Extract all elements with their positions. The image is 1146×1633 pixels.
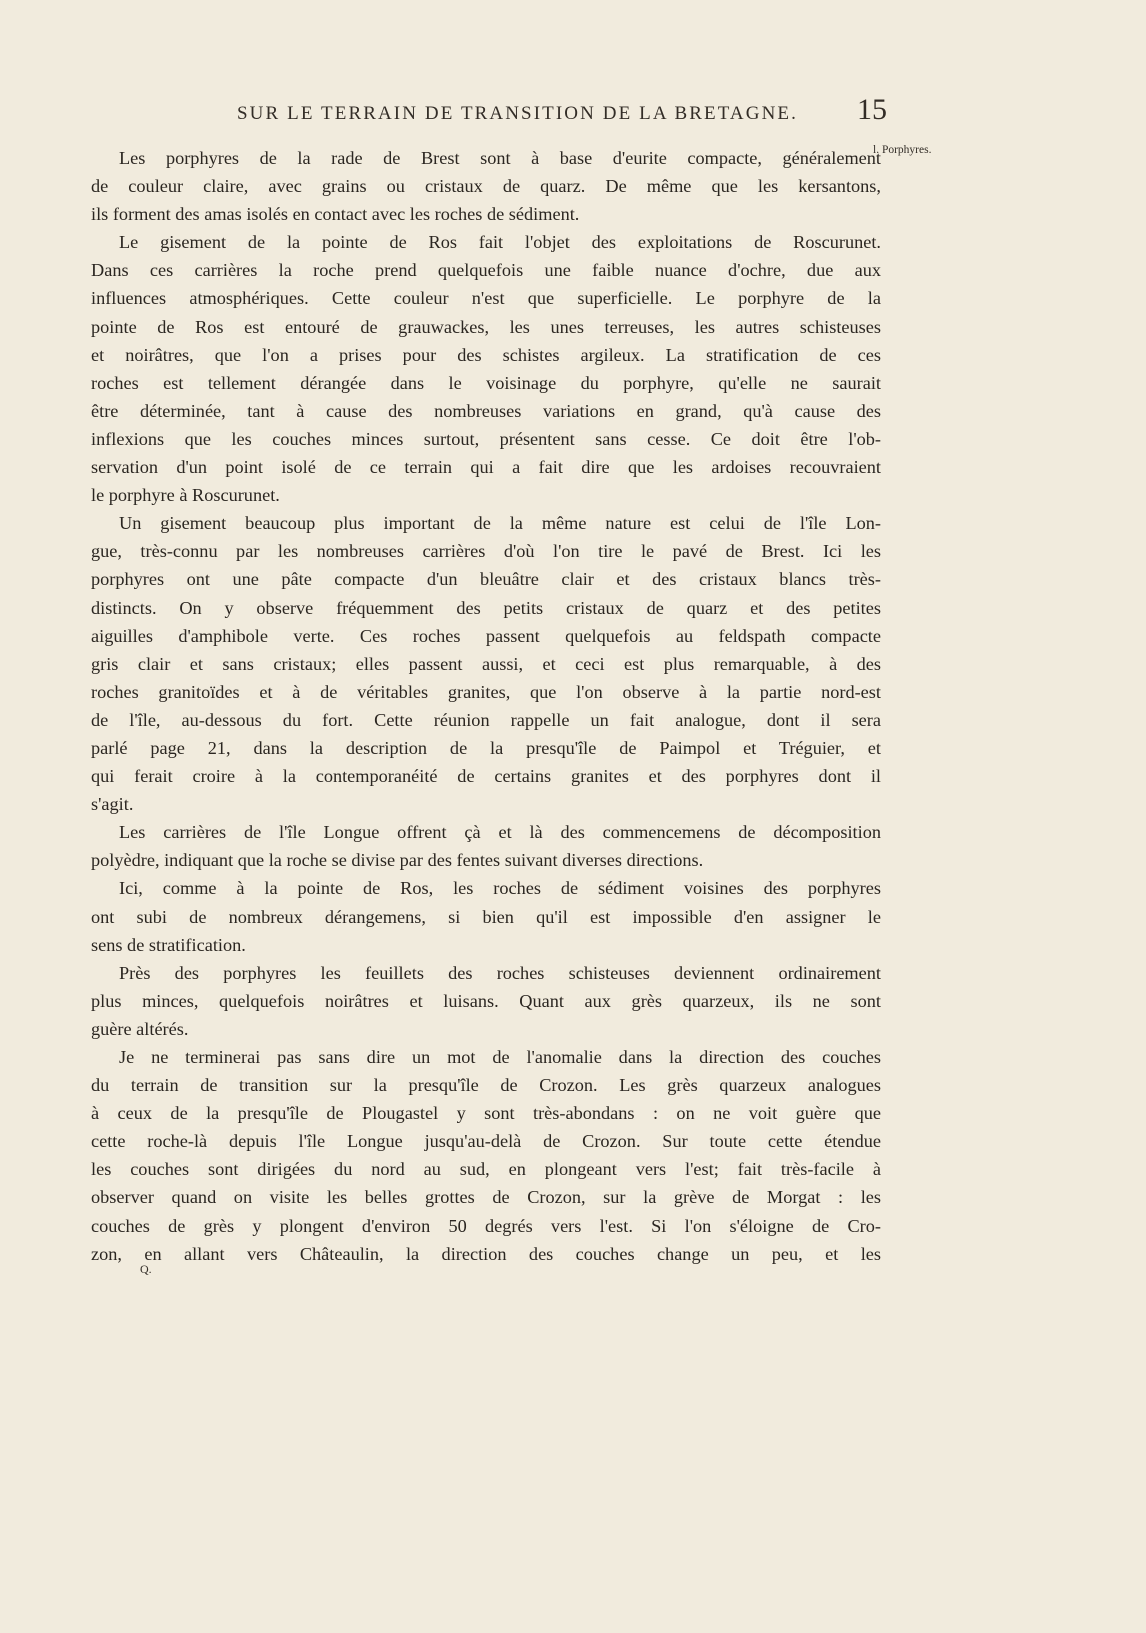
text-line: polyèdre, indiquant que la roche se divise par des fentes suivant diverses directions.: [91, 850, 704, 871]
text-line: du terrain de transition sur la presqu'île de Crozon. Les grès quarzeux analogues: [91, 1075, 881, 1096]
text-line: plus minces, quelquefois noirâtres et luisans. Quant aux grès quarzeux, ils ne sont: [91, 990, 881, 1011]
text-line: sens de stratification.: [91, 934, 246, 955]
text-line: observer quand on visite les belles grottes de Crozon, sur la grève de Morgat : les: [91, 1187, 881, 1208]
text-line: distincts. On y observe fréquemment des petits cristaux de quarz et des petites: [91, 597, 881, 618]
text-line: être déterminée, tant à cause des nombreuses variations en grand, qu'à cause des: [91, 400, 881, 421]
text-line: zon, en allant vers Châteaulin, la direction des couches change un peu, et les: [91, 1243, 881, 1264]
signature-mark: Q.: [140, 1262, 152, 1276]
text-line: Ici, comme à la pointe de Ros, les roches de sédiment voisines des porphyres: [119, 878, 881, 899]
text-line: Le gisement de la pointe de Ros fait l'objet des exploitations de Roscurunet.: [119, 232, 881, 253]
text-line: ils forment des amas isolés en contact avec les roches de sédiment.: [91, 204, 580, 225]
text-line: s'agit.: [91, 794, 134, 815]
text-line: couches de grès y plongent d'environ 50 degrés vers l'est. Si l'on s'éloigne de Cro-: [91, 1215, 881, 1236]
running-title: SUR LE TERRAIN DE TRANSITION DE LA BRETAGNE.: [237, 103, 798, 124]
text-line: Les porphyres de la rade de Brest sont à base d'eurite compacte, généralement: [119, 148, 881, 168]
text-line: cette roche-là depuis l'île Longue jusqu'au-delà de Crozon. Sur toute cette étendue: [91, 1131, 881, 1152]
text-line: Les carrières de l'île Longue offrent çà et là des commencemens de décomposition: [119, 822, 881, 843]
text-line: les couches sont dirigées du nord au sud, en plongeant vers l'est; fait très-facile à: [91, 1159, 881, 1180]
text-line: servation d'un point isolé de ce terrain qui a fait dire que les ardoises recouvraient: [91, 457, 881, 478]
text-line: aiguilles d'amphibole verte. Ces roches passent quelquefois au feldspath compacte: [91, 625, 881, 646]
text-line: Dans ces carrières la roche prend quelquefois une faible nuance d'ochre, due aux: [91, 260, 881, 281]
text-line: ont subi de nombreux dérangemens, si bien qu'il est impossible d'en assigner le: [91, 906, 881, 927]
text-line: qui ferait croire à la contemporanéité de certains granites et des porphyres dont il: [91, 766, 881, 787]
text-line: gue, très-connu par les nombreuses carrières d'où l'on tire le pavé de Brest. Ici les: [91, 541, 881, 562]
text-line: Près des porphyres les feuillets des roches schisteuses deviennent ordinairement: [119, 962, 881, 983]
text-line: guère altérés.: [91, 1018, 189, 1039]
page-number: 15: [857, 93, 887, 126]
text-line: le porphyre à Roscurunet.: [91, 485, 280, 506]
text-line: de l'île, au-dessous du fort. Cette réunion rappelle un fait analogue, dont il sera: [91, 709, 881, 730]
text-line: roches granitoïdes et à de véritables granites, que l'on observe à la partie nord-est: [91, 681, 881, 702]
body-text: [91, 144, 881, 1268]
text-line: influences atmosphériques. Cette couleur n'est que superficielle. Le porphyre de la: [91, 288, 881, 309]
text-line: Un gisement beaucoup plus important de la même nature est celui de l'île Lon-: [119, 513, 881, 534]
text-line: parlé page 21, dans la description de la presqu'île de Paimpol et Tréguier, et: [91, 737, 881, 758]
text-line: à ceux de la presqu'île de Plougastel y sont très-abondans : on ne voit guère que: [91, 1103, 881, 1124]
margin-note: l. Porphyres.: [873, 144, 932, 156]
text-line: et noirâtres, que l'on a prises pour des schistes argileux. La stratification de ces: [91, 344, 881, 365]
text-line: Je ne terminerai pas sans dire un mot de l'anomalie dans la direction des couches: [119, 1047, 881, 1067]
text-line: porphyres ont une pâte compacte d'un bleuâtre clair et des cristaux blancs très-: [91, 569, 881, 590]
text-line: pointe de Ros est entouré de grauwackes, les unes terreuses, les autres schisteuses: [91, 316, 881, 337]
text-line: de couleur claire, avec grains ou cristaux de quarz. De même que les kersantons,: [91, 176, 881, 197]
text-line: inflexions que les couches minces surtout, présentent sans cesse. Ce doit être l'ob-: [91, 428, 881, 449]
text-line: gris clair et sans cristaux; elles passent aussi, et ceci est plus remarquable, à des: [91, 653, 881, 674]
text-line: roches est tellement dérangée dans le voisinage du porphyre, qu'elle ne saurait: [91, 372, 881, 393]
